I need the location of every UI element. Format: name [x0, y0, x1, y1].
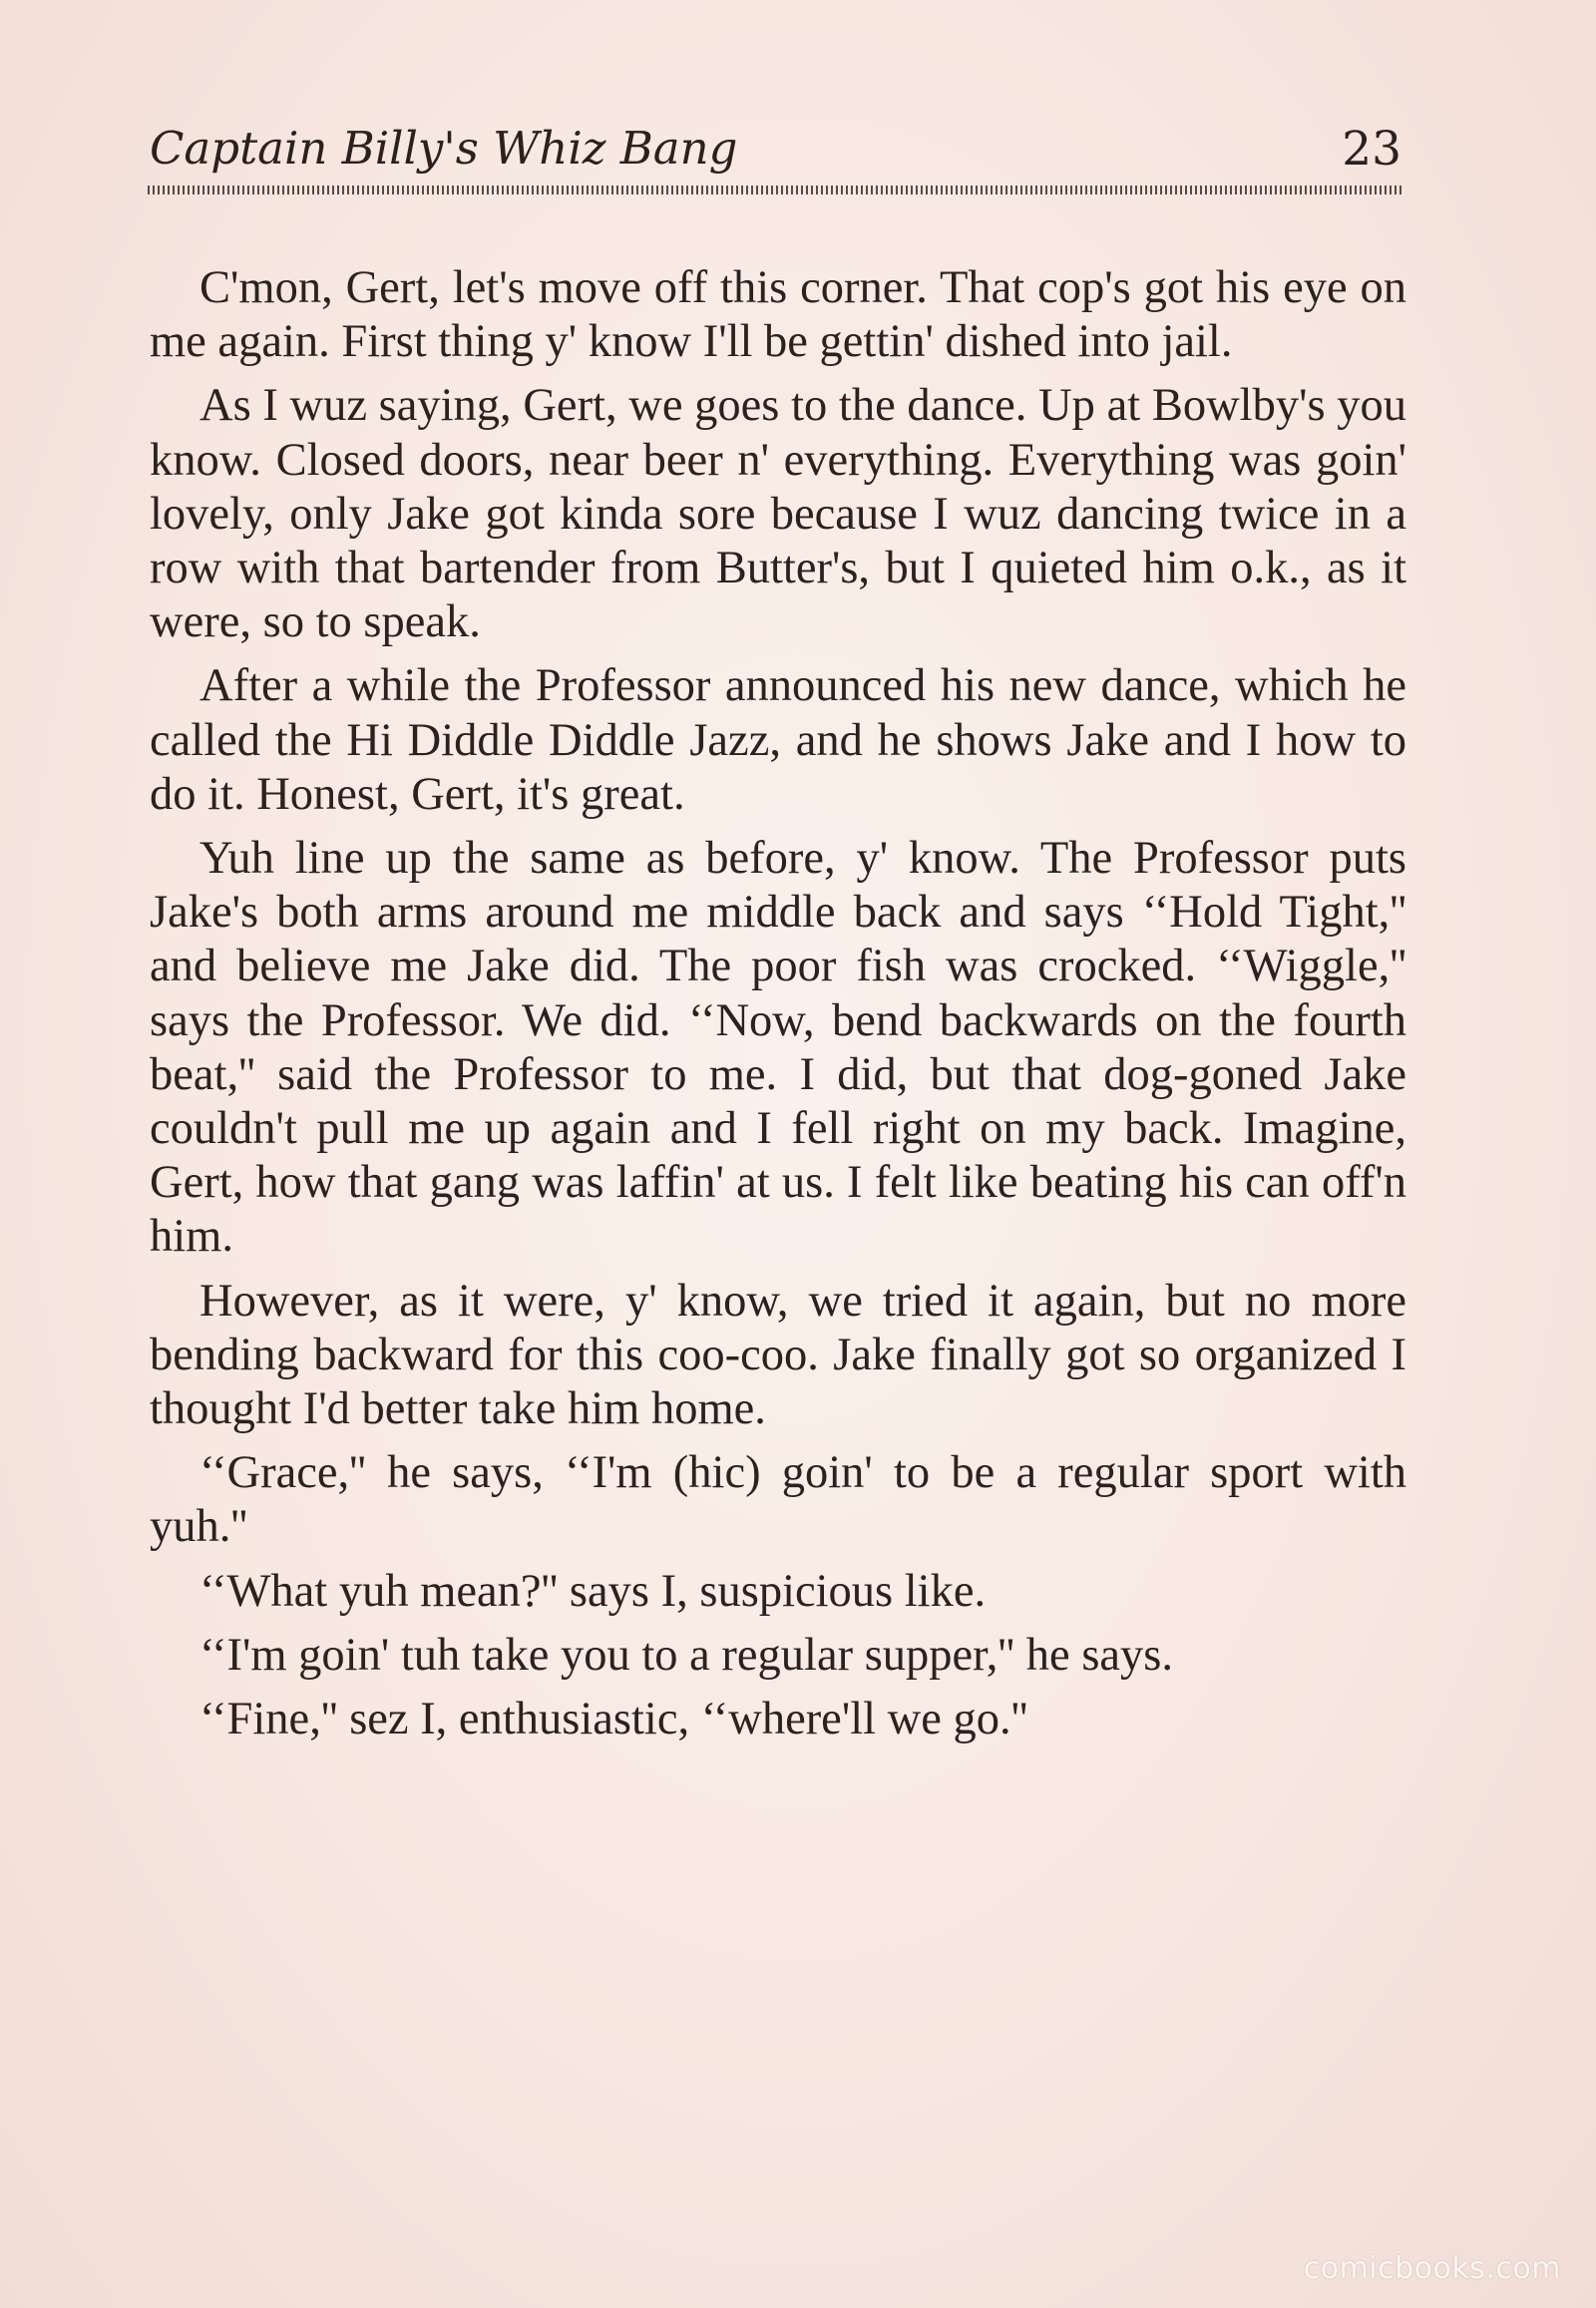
paragraph: ‘‘I'm goin' tuh take you to a regular supper,'' he says.	[200, 1629, 1174, 1681]
paragraph: C'mon, Gert, let's move off this corner. That cop's got his eye on me again. First thing y' know I'll be gettin' dished into jail.	[150, 262, 1406, 368]
page-number: 23	[1342, 122, 1401, 177]
header-rule	[148, 186, 1402, 194]
paragraph: However, as it were, y' know, we tried it again, but no more bending backward for this coo-coo. Jake finally got so organized I thought I'd better take him home.	[150, 1275, 1406, 1435]
page-header	[150, 122, 1401, 192]
paragraph: Yuh line up the same as before, y' know. The Professor puts Jake's both arms around me middle back and says ‘‘Hold Tight,'' and believe me Jake did. The poor fish was crocked. ‘‘Wiggle,'' says the Professor. We did. ‘‘Now, bend backwards on the fourth beat,'' said the Professor to me. I did, but that dog-goned Jake couldn't pull me up again and I fell right on my back. Imagine, Gert, how that gang was laffin' at us. I felt like beating his can off'n him.	[150, 833, 1406, 1263]
paragraph: As I wuz saying, Gert, we goes to the dance. Up at Bowlby's you know. Closed doors, near beer n' everything. Everything was goin' lovely, only Jake got kinda sore because I wuz dancing twice in a row with that bartender from Butter's, but I quieted him o.k., as it were, so to speak.	[150, 380, 1406, 648]
story-text	[150, 261, 1406, 1756]
site-watermark: comicbooks.com	[1303, 2251, 1561, 2286]
paragraph: ‘‘What yuh mean?'' says I, suspicious like.	[200, 1565, 987, 1617]
paragraph: ‘‘Fine,'' sez I, enthusiastic, ‘‘where'll we go.''	[200, 1694, 1028, 1745]
paragraph: ‘‘Grace,'' he says, ‘‘I'm (hic) goin' to be a regular sport with yuh.''	[150, 1447, 1406, 1553]
paragraph: After a while the Professor announced his new dance, which he called the Hi Diddle Diddle Jazz, and he shows Jake and I how to do it. Honest, Gert, it's great.	[150, 660, 1406, 820]
running-title: Captain Billy's Whiz Bang	[150, 122, 738, 175]
